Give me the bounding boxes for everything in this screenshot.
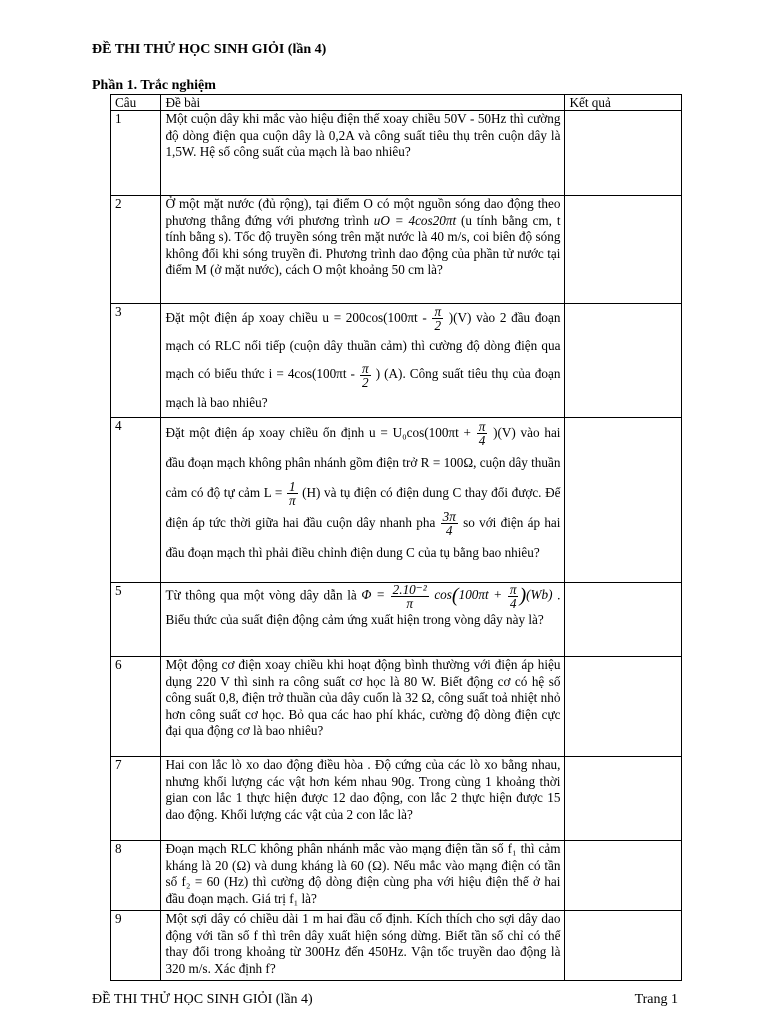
- question-number: 3: [111, 304, 161, 418]
- question-text: [161, 304, 565, 418]
- answer-cell: [565, 656, 682, 756]
- question-text: Hai con lắc lò xo dao động điều hòa . Độ cứng của các lò xo bằng nhau, nhưng khối lượng các vật hơn kém nhau 90g. Trong cùng 1 khoảng thời gian con lắc 1 thực hiện được 12 dao động, con lắc 2 thực hiện được 15 dao động. Khối lượng các vật của 2 con lắc là?: [161, 756, 565, 840]
- fraction-numerator: π: [434, 304, 442, 320]
- question-text: [161, 582, 565, 656]
- header-ket-qua: Kết quả: [565, 95, 682, 111]
- table-row: [111, 756, 682, 840]
- question-text-part: (H) và tụ điện có điện dung C thay đổi được. Để điện áp tức thời giữa hai đầu cuộn dây nhanh pha: [165, 484, 561, 530]
- fraction-pi-4: [508, 583, 519, 610]
- question-text: [161, 417, 565, 582]
- question-text-part: Đặt một điện áp xoay chiều u = 200cos(100πt -: [165, 310, 427, 325]
- table-row: [111, 417, 682, 582]
- question-text: Một động cơ điện xoay chiều khi hoạt động bình thường với điện áp hiệu dụng 220 V thì sinh ra công suất cơ học là 80 W. Biết động cơ có hệ số công suất 0,8, điện trở thuần của dây cuốn là 32 Ω, công suất toả nhiệt nhỏ hơn công suất cơ học. Bỏ qua các hao phí khác, cường độ dòng điện cực đại qua động cơ là bao nhiêu?: [161, 656, 565, 756]
- fraction-3pi-4: [441, 510, 458, 537]
- page-number: Trang 1: [634, 992, 678, 1007]
- formula-unit: (Wb): [526, 587, 553, 603]
- equation-uo: uO = 4cos20πt: [373, 212, 457, 228]
- question-text-part: . Biểu thức của suất điện động cảm ứng xuất hiện trong vòng dây này là?: [165, 587, 561, 627]
- fraction-denominator: π: [406, 595, 413, 611]
- fraction-denominator: 4: [509, 595, 517, 611]
- document-title: ĐỀ THI THỬ HỌC SINH GIỎI (lần 4): [92, 42, 327, 57]
- question-number: 2: [111, 196, 161, 304]
- fraction-1-pi: [287, 480, 298, 507]
- question-text-part: ) (A). Công suất tiêu thụ của đoạn mạch là bao nhiêu?: [165, 366, 561, 410]
- fraction-numerator: 2.10⁻²: [392, 581, 427, 597]
- question-number: 8: [111, 840, 161, 910]
- fraction-pi-2: [360, 362, 371, 389]
- question-text-part: Ở một mặt nước (đủ rộng), tại điểm O có một nguồn sóng dao động theo phương thẳng đứng với phương trình: [165, 196, 561, 228]
- question-text-part: so với điện áp hai đầu đoạn mạch thì phải điều chỉnh điện dung C của tụ bằng bao nhiêu?: [165, 514, 561, 560]
- answer-cell: [565, 910, 682, 980]
- question-number: 7: [111, 756, 161, 840]
- fraction-numerator: π: [478, 419, 486, 435]
- table-row: [111, 656, 682, 756]
- fraction-numerator: π: [362, 360, 369, 376]
- table-row: [111, 196, 682, 304]
- question-number: 1: [111, 111, 161, 196]
- header-de-bai: Đề bài: [161, 95, 565, 111]
- fraction-pi-4: [477, 420, 488, 447]
- question-text: Đoạn mạch RLC không phân nhánh mắc vào mạng điện tần số f₁ thì cảm kháng là 20 (Ω) và dung kháng là 60 (Ω). Nếu mắc vào mạng điện có tần số f₂ = 60 (Hz) thì cường độ dòng điện cùng pha với hiệu điện thế ở hai đầu đoạn mạch. Giá trị f₁ là?: [161, 840, 565, 910]
- formula-lhs: Φ =: [361, 587, 386, 603]
- paren-close: ): [519, 584, 527, 607]
- footer-title: ĐỀ THI THỬ HỌC SINH GIỎI (lần 4): [92, 992, 313, 1007]
- question-text-part: )(V) vào hai đầu đoạn mạch không phân nhánh gồm điện trở R = 100Ω, cuộn dây thuần cảm có độ tự cảm L =: [165, 424, 561, 500]
- table-row: [111, 304, 682, 418]
- fraction-flux: [391, 583, 429, 610]
- fraction-denominator: 2: [362, 374, 369, 390]
- fraction-denominator: 2: [434, 318, 442, 334]
- question-text-part: Đặt một điện áp xoay chiều ổn định u = U₀cos(100πt +: [165, 424, 471, 440]
- formula-cos: cos: [434, 587, 452, 603]
- answer-cell: [565, 417, 682, 582]
- question-number: 6: [111, 656, 161, 756]
- table-row: [111, 111, 682, 196]
- fraction-pi-2: [432, 305, 443, 332]
- question-text: [161, 196, 565, 304]
- flux-formula: [361, 581, 557, 611]
- question-text-part: Từ thông qua một vòng dây dẫn là: [165, 587, 357, 603]
- fraction-denominator: π: [288, 493, 296, 509]
- fraction-numerator: 1: [287, 480, 298, 494]
- fraction-numerator: π: [509, 581, 517, 597]
- answer-cell: [565, 111, 682, 196]
- table-row: [111, 840, 682, 910]
- answer-cell: [565, 196, 682, 304]
- formula-arg: 100πt +: [458, 587, 503, 603]
- answer-cell: [565, 582, 682, 656]
- header-cau: Câu: [111, 95, 161, 111]
- question-number: 9: [111, 910, 161, 980]
- fraction-denominator: 4: [445, 523, 453, 539]
- paren-open: (: [451, 584, 459, 607]
- fraction-numerator: 3π: [442, 509, 456, 525]
- page-footer: [92, 992, 678, 1008]
- answer-cell: [565, 756, 682, 840]
- questions-table: [110, 94, 682, 981]
- table-row: [111, 582, 682, 656]
- answer-cell: [565, 304, 682, 418]
- question-number: 5: [111, 582, 161, 656]
- question-number: 4: [111, 417, 161, 582]
- question-text: Một cuộn dây khi mắc vào hiệu điện thế xoay chiều 50V - 50Hz thì cường độ dòng điện qua cuộn dây là 0,2A và công suất tiêu thụ trên cuộn dây là 1,5W. Hệ số công suất của mạch là bao nhiêu?: [161, 111, 565, 196]
- question-text-part: )(V) vào 2 đầu đoạn mạch có RLC nối tiếp (cuộn dây thuần cảm) thì cường độ dòng điện qua mạch có biểu thức i = 4cos(100πt -: [165, 310, 561, 382]
- section-heading: Phần 1. Trắc nghiệm: [92, 78, 216, 93]
- answer-cell: [565, 840, 682, 910]
- question-text-part: (u tính bằng cm, t tính bằng s). Tốc độ truyền sóng trên mặt nước là 40 m/s, coi biên độ sóng không đổi khi sóng truyền đi. Phương trình dao động của phần tử nước tại điểm M (ở mặt nước), cách O một khoảng 50 cm là?: [165, 212, 561, 278]
- fraction-denominator: 4: [478, 433, 486, 449]
- table-header-row: [111, 95, 682, 111]
- question-text: Một sợi dây có chiều dài 1 m hai đầu cố định. Kích thích cho sợi dây dao động với tần số f thì trên dây xuất hiện sóng dừng. Biết tần số chỉ có thể thay đổi trong khoảng từ 300Hz đến 450Hz. Vận tốc truyền dao động là 320 m/s. Xác định f?: [161, 910, 565, 980]
- table-row: [111, 910, 682, 980]
